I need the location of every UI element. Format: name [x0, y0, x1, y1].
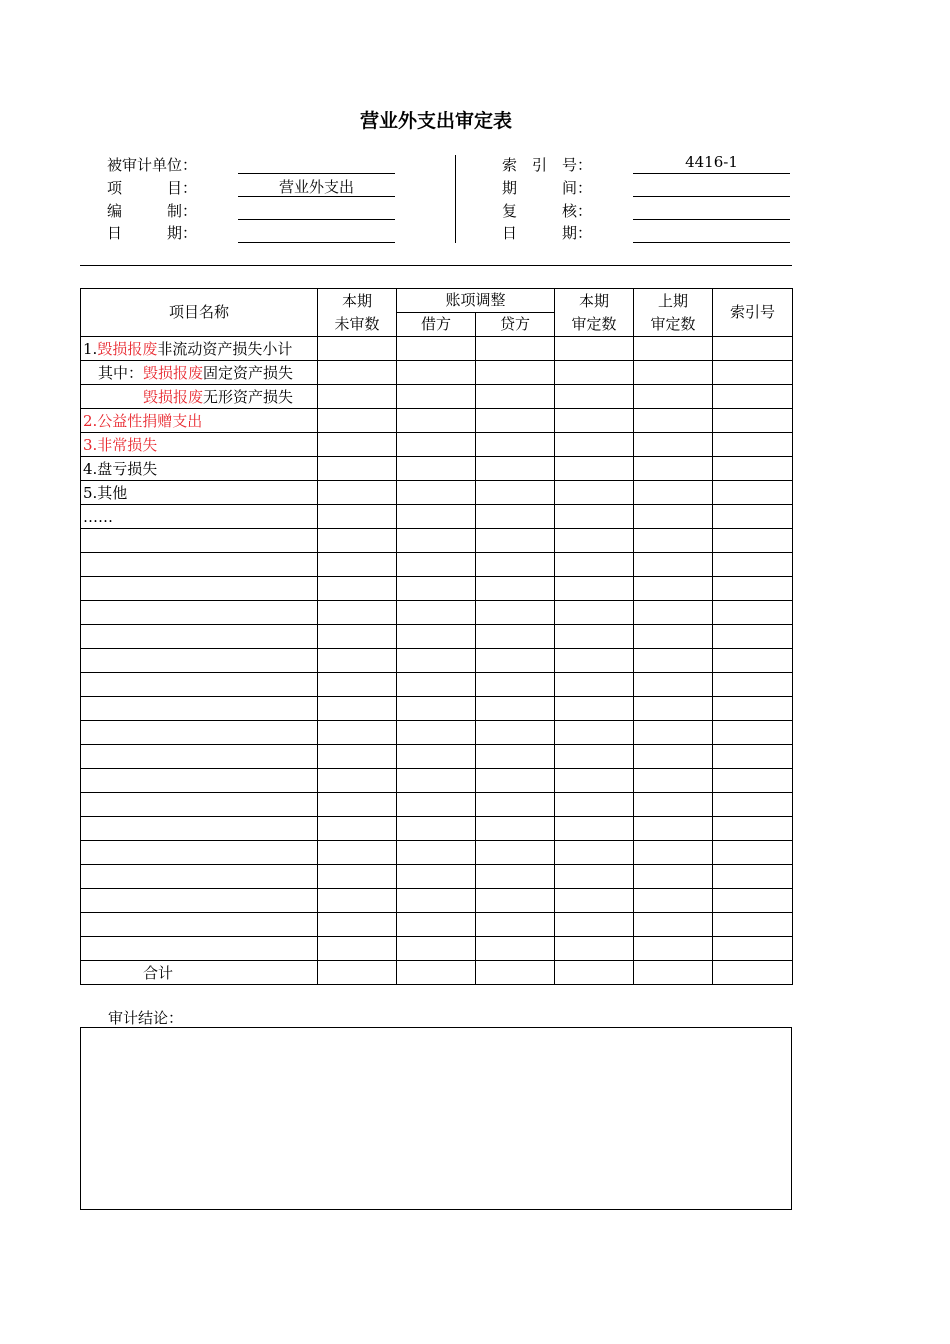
- unaudited-cell[interactable]: [318, 361, 397, 385]
- line-audited-unit: [238, 173, 395, 174]
- item-name-cell: [81, 361, 318, 385]
- table-row: [81, 745, 793, 769]
- item-name-text: [83, 388, 143, 406]
- prev-audited-cell[interactable]: [634, 865, 713, 889]
- item-name-text: 非流动资产损失小计: [157, 340, 293, 358]
- item-name-text: 2.公益性捐赠支出: [83, 412, 203, 430]
- credit-cell[interactable]: [476, 793, 555, 817]
- audited-cell[interactable]: [555, 865, 634, 889]
- item-name-cell: [81, 649, 318, 673]
- debit-cell[interactable]: [397, 625, 476, 649]
- prev-audited-cell[interactable]: [634, 601, 713, 625]
- table-row: [81, 481, 793, 505]
- unaudited-cell[interactable]: [318, 697, 397, 721]
- table-row: [81, 433, 793, 457]
- unaudited-cell[interactable]: [318, 673, 397, 697]
- index-cell[interactable]: [713, 961, 793, 985]
- credit-cell[interactable]: [476, 553, 555, 577]
- debit-cell[interactable]: [397, 841, 476, 865]
- debit-cell[interactable]: [397, 433, 476, 457]
- debit-cell[interactable]: [397, 889, 476, 913]
- item-name-cell: [81, 409, 318, 433]
- debit-cell[interactable]: [397, 745, 476, 769]
- audited-cell[interactable]: [555, 529, 634, 553]
- prev-audited-cell[interactable]: [634, 577, 713, 601]
- table-row: [81, 649, 793, 673]
- unaudited-cell[interactable]: [318, 961, 397, 985]
- index-cell[interactable]: [713, 673, 793, 697]
- index-cell[interactable]: [713, 457, 793, 481]
- item-name-cell: [81, 577, 318, 601]
- unaudited-cell[interactable]: [318, 337, 397, 361]
- prev-audited-cell[interactable]: [634, 673, 713, 697]
- index-cell[interactable]: [713, 769, 793, 793]
- unaudited-cell[interactable]: [318, 553, 397, 577]
- unaudited-cell[interactable]: [318, 937, 397, 961]
- credit-cell[interactable]: [476, 481, 555, 505]
- index-cell[interactable]: [713, 481, 793, 505]
- credit-cell[interactable]: [476, 817, 555, 841]
- unaudited-cell[interactable]: [318, 769, 397, 793]
- unaudited-cell[interactable]: [318, 913, 397, 937]
- unaudited-cell[interactable]: [318, 721, 397, 745]
- audited-cell[interactable]: [555, 337, 634, 361]
- label-period: 期 间：: [502, 179, 593, 197]
- table-row: [81, 625, 793, 649]
- prev-audited-cell[interactable]: [634, 529, 713, 553]
- audited-cell[interactable]: [555, 601, 634, 625]
- credit-cell[interactable]: [476, 961, 555, 985]
- audited-cell[interactable]: [555, 673, 634, 697]
- line-period: [633, 196, 790, 197]
- label-date-left: 日 期：: [107, 224, 198, 242]
- audited-cell[interactable]: [555, 937, 634, 961]
- label-project: 项 目：: [107, 179, 198, 197]
- item-name-text: 毁损报废: [97, 340, 158, 358]
- item-name-text: 固定资产损失: [203, 364, 294, 382]
- page-title: 营业外支出审定表: [359, 110, 512, 132]
- prev-audited-cell[interactable]: [634, 793, 713, 817]
- index-cell[interactable]: [713, 505, 793, 529]
- audited-cell[interactable]: [555, 889, 634, 913]
- debit-cell[interactable]: [397, 529, 476, 553]
- table-row: [81, 697, 793, 721]
- audited-cell[interactable]: [555, 649, 634, 673]
- col-header-debit: 借方: [397, 313, 476, 337]
- item-name-cell: [81, 673, 318, 697]
- table-row: [81, 601, 793, 625]
- table-row: [81, 937, 793, 961]
- prev-audited-cell[interactable]: [634, 721, 713, 745]
- label-index-no: 索 引 号：: [502, 156, 593, 174]
- prev-audited-cell[interactable]: [634, 433, 713, 457]
- item-name-cell: [81, 817, 318, 841]
- credit-cell[interactable]: [476, 409, 555, 433]
- prev-audited-cell[interactable]: [634, 889, 713, 913]
- audited-cell[interactable]: [555, 361, 634, 385]
- table-row: [81, 409, 793, 433]
- conclusion-label: 审计结论：: [108, 1009, 184, 1027]
- label-date-right: 日 期：: [502, 224, 593, 242]
- total-row: [81, 961, 793, 985]
- index-cell[interactable]: [713, 577, 793, 601]
- credit-cell[interactable]: [476, 505, 555, 529]
- index-cell[interactable]: [713, 385, 793, 409]
- index-cell[interactable]: [713, 433, 793, 457]
- debit-cell[interactable]: [397, 553, 476, 577]
- col-header-index: 索引号: [713, 289, 793, 337]
- audited-cell[interactable]: [555, 385, 634, 409]
- item-name-cell: [81, 553, 318, 577]
- prev-audited-cell[interactable]: [634, 817, 713, 841]
- line-index-no: [633, 173, 790, 174]
- debit-cell[interactable]: [397, 769, 476, 793]
- item-name-cell: [81, 937, 318, 961]
- credit-cell[interactable]: [476, 577, 555, 601]
- prev-audited-cell[interactable]: [634, 505, 713, 529]
- audited-cell[interactable]: [555, 457, 634, 481]
- index-cell[interactable]: [713, 409, 793, 433]
- debit-cell[interactable]: [397, 337, 476, 361]
- debit-cell[interactable]: [397, 601, 476, 625]
- label-reviewer: 复 核：: [502, 202, 593, 220]
- item-name-cell: [81, 961, 318, 985]
- index-cell[interactable]: [713, 625, 793, 649]
- index-cell[interactable]: [713, 937, 793, 961]
- prev-audited-cell[interactable]: [634, 409, 713, 433]
- index-cell[interactable]: [713, 529, 793, 553]
- unaudited-cell[interactable]: [318, 577, 397, 601]
- item-name-cell: [81, 625, 318, 649]
- unaudited-cell[interactable]: [318, 385, 397, 409]
- table-row: [81, 817, 793, 841]
- prev-audited-cell[interactable]: [634, 961, 713, 985]
- index-cell[interactable]: [713, 553, 793, 577]
- table-row: [81, 529, 793, 553]
- index-cell[interactable]: [713, 361, 793, 385]
- item-name-cell: [81, 721, 318, 745]
- unaudited-cell[interactable]: [318, 841, 397, 865]
- item-name-cell: [81, 697, 318, 721]
- credit-cell[interactable]: [476, 649, 555, 673]
- audited-cell[interactable]: [555, 913, 634, 937]
- col-header-item-name: 项目名称: [81, 289, 318, 337]
- credit-cell[interactable]: [476, 913, 555, 937]
- debit-cell[interactable]: [397, 577, 476, 601]
- table-row: [81, 841, 793, 865]
- credit-cell[interactable]: [476, 769, 555, 793]
- item-name-text: ……: [83, 507, 113, 526]
- debit-cell[interactable]: [397, 481, 476, 505]
- col-header-prev-audited: 上期 审定数: [634, 289, 713, 337]
- index-cell[interactable]: [713, 889, 793, 913]
- item-name-cell: [81, 865, 318, 889]
- index-cell[interactable]: [713, 841, 793, 865]
- unaudited-cell[interactable]: [318, 625, 397, 649]
- unaudited-cell[interactable]: [318, 457, 397, 481]
- index-cell[interactable]: [713, 721, 793, 745]
- unaudited-cell[interactable]: [318, 529, 397, 553]
- item-name-cell: [81, 385, 318, 409]
- audited-cell[interactable]: [555, 745, 634, 769]
- debit-cell[interactable]: [397, 865, 476, 889]
- unaudited-cell[interactable]: [318, 649, 397, 673]
- unaudited-cell[interactable]: [318, 505, 397, 529]
- table-row: [81, 457, 793, 481]
- unaudited-cell[interactable]: [318, 601, 397, 625]
- table-row: [81, 385, 793, 409]
- audited-cell[interactable]: [555, 505, 634, 529]
- audited-cell[interactable]: [555, 481, 634, 505]
- credit-cell[interactable]: [476, 457, 555, 481]
- prev-audited-cell[interactable]: [634, 457, 713, 481]
- credit-cell[interactable]: [476, 673, 555, 697]
- index-cell[interactable]: [713, 601, 793, 625]
- debit-cell[interactable]: [397, 457, 476, 481]
- item-name-cell: [81, 913, 318, 937]
- credit-cell[interactable]: [476, 361, 555, 385]
- credit-cell[interactable]: [476, 529, 555, 553]
- line-prepared-by: [238, 219, 395, 220]
- item-name-cell: [81, 505, 318, 529]
- debit-cell[interactable]: [397, 361, 476, 385]
- audited-cell[interactable]: [555, 961, 634, 985]
- value-index-no[interactable]: 4416-1: [685, 153, 738, 171]
- line-date-left: [238, 242, 395, 243]
- credit-cell[interactable]: [476, 841, 555, 865]
- credit-cell[interactable]: [476, 433, 555, 457]
- debit-cell[interactable]: [397, 961, 476, 985]
- prev-audited-cell[interactable]: [634, 697, 713, 721]
- debit-cell[interactable]: [397, 385, 476, 409]
- item-name-text: 5.其他: [83, 484, 128, 502]
- item-name-cell: [81, 793, 318, 817]
- audit-table: [80, 288, 793, 985]
- index-cell[interactable]: [713, 649, 793, 673]
- prev-audited-cell[interactable]: [634, 361, 713, 385]
- index-cell[interactable]: [713, 745, 793, 769]
- label-prepared-by: 编 制：: [107, 202, 198, 220]
- table-row: [81, 865, 793, 889]
- audited-cell[interactable]: [555, 841, 634, 865]
- item-name-cell: [81, 889, 318, 913]
- table-row: [81, 769, 793, 793]
- table-row: [81, 361, 793, 385]
- table-row: [81, 673, 793, 697]
- debit-cell[interactable]: [397, 673, 476, 697]
- table-row: [81, 793, 793, 817]
- prev-audited-cell[interactable]: [634, 337, 713, 361]
- debit-cell[interactable]: [397, 721, 476, 745]
- value-project[interactable]: 营业外支出: [278, 178, 354, 196]
- audited-cell[interactable]: [555, 409, 634, 433]
- item-name-cell: [81, 529, 318, 553]
- table-row: [81, 577, 793, 601]
- item-name-text: 1.: [83, 340, 98, 358]
- table-row: [81, 553, 793, 577]
- credit-cell[interactable]: [476, 697, 555, 721]
- debit-cell[interactable]: [397, 793, 476, 817]
- table-row: [81, 337, 793, 361]
- total-label: 合计: [142, 964, 173, 982]
- credit-cell[interactable]: [476, 937, 555, 961]
- item-name-cell: [81, 433, 318, 457]
- prev-audited-cell[interactable]: [634, 553, 713, 577]
- index-cell[interactable]: [713, 817, 793, 841]
- unaudited-cell[interactable]: [318, 433, 397, 457]
- prev-audited-cell[interactable]: [634, 385, 713, 409]
- item-name-cell: [81, 769, 318, 793]
- table-row: [81, 721, 793, 745]
- unaudited-cell[interactable]: [318, 817, 397, 841]
- label-audited-unit: 被审计单位：: [107, 156, 198, 174]
- credit-cell[interactable]: [476, 385, 555, 409]
- credit-cell[interactable]: [476, 337, 555, 361]
- audited-cell[interactable]: [555, 553, 634, 577]
- credit-cell[interactable]: [476, 721, 555, 745]
- debit-cell[interactable]: [397, 937, 476, 961]
- prev-audited-cell[interactable]: [634, 841, 713, 865]
- unaudited-cell[interactable]: [318, 889, 397, 913]
- unaudited-cell[interactable]: [318, 793, 397, 817]
- index-cell[interactable]: [713, 697, 793, 721]
- debit-cell[interactable]: [397, 697, 476, 721]
- audited-cell[interactable]: [555, 625, 634, 649]
- audited-cell[interactable]: [555, 793, 634, 817]
- item-name-text: 其中：: [83, 364, 144, 382]
- unaudited-cell[interactable]: [318, 865, 397, 889]
- audited-cell[interactable]: [555, 721, 634, 745]
- item-name-text: 毁损报废: [143, 388, 204, 406]
- credit-cell[interactable]: [476, 745, 555, 769]
- audited-cell[interactable]: [555, 433, 634, 457]
- col-header-adjustments: 账项调整: [397, 289, 555, 313]
- unaudited-cell[interactable]: [318, 481, 397, 505]
- audited-cell[interactable]: [555, 697, 634, 721]
- item-name-text: 无形资产损失: [203, 388, 294, 406]
- unaudited-cell[interactable]: [318, 409, 397, 433]
- conclusion-box[interactable]: [80, 1027, 792, 1210]
- prev-audited-cell[interactable]: [634, 649, 713, 673]
- prev-audited-cell[interactable]: [634, 769, 713, 793]
- debit-cell[interactable]: [397, 409, 476, 433]
- audited-cell[interactable]: [555, 577, 634, 601]
- item-name-cell: [81, 745, 318, 769]
- unaudited-cell[interactable]: [318, 745, 397, 769]
- item-name-cell: [81, 601, 318, 625]
- col-header-credit: 贷方: [476, 313, 555, 337]
- table-row: [81, 889, 793, 913]
- credit-cell[interactable]: [476, 625, 555, 649]
- index-cell[interactable]: [713, 865, 793, 889]
- debit-cell[interactable]: [397, 913, 476, 937]
- prev-audited-cell[interactable]: [634, 937, 713, 961]
- debit-cell[interactable]: [397, 649, 476, 673]
- prev-audited-cell[interactable]: [634, 745, 713, 769]
- index-cell[interactable]: [713, 913, 793, 937]
- col-header-audited: 本期 审定数: [555, 289, 634, 337]
- audited-cell[interactable]: [555, 769, 634, 793]
- prev-audited-cell[interactable]: [634, 481, 713, 505]
- debit-cell[interactable]: [397, 817, 476, 841]
- credit-cell[interactable]: [476, 889, 555, 913]
- item-name-cell: [81, 841, 318, 865]
- prev-audited-cell[interactable]: [634, 625, 713, 649]
- header-rule: [80, 265, 792, 266]
- item-name-cell: [81, 337, 318, 361]
- credit-cell[interactable]: [476, 865, 555, 889]
- credit-cell[interactable]: [476, 601, 555, 625]
- item-name-cell: [81, 457, 318, 481]
- prev-audited-cell[interactable]: [634, 913, 713, 937]
- item-name-cell: [81, 481, 318, 505]
- header-divider: [455, 155, 456, 243]
- table-row: [81, 913, 793, 937]
- col-header-unaudited: 本期 未审数: [318, 289, 397, 337]
- debit-cell[interactable]: [397, 505, 476, 529]
- line-date-right: [633, 242, 790, 243]
- item-name-text: 3.非常损失: [83, 436, 158, 454]
- index-cell[interactable]: [713, 337, 793, 361]
- audited-cell[interactable]: [555, 817, 634, 841]
- line-reviewer: [633, 219, 790, 220]
- item-name-text: 4.盘亏损失: [83, 460, 158, 478]
- table-row: [81, 505, 793, 529]
- index-cell[interactable]: [713, 793, 793, 817]
- item-name-text: 毁损报废: [143, 364, 204, 382]
